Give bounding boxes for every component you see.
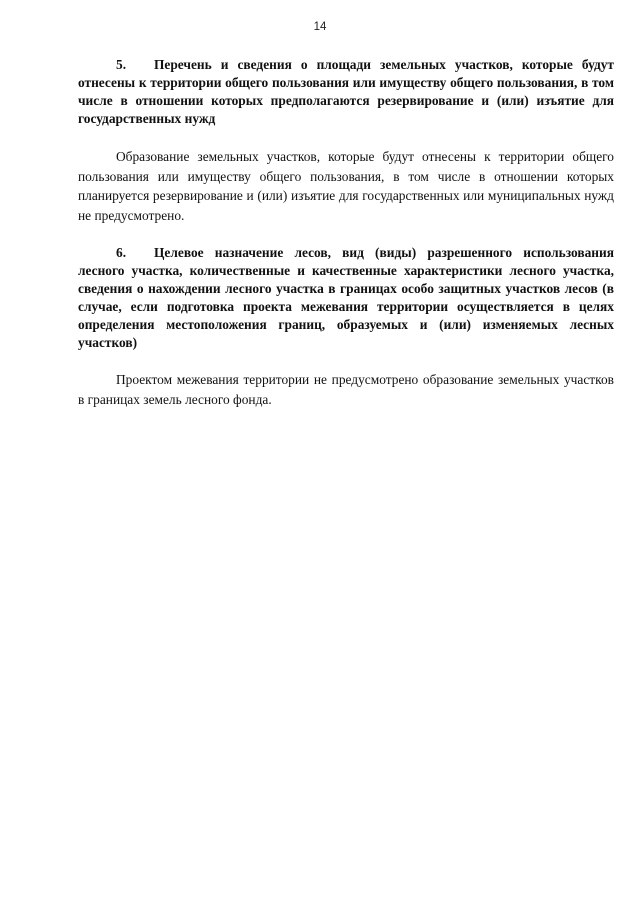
section-6-heading-text: Целевое назначение лесов, вид (виды) разрешенного использования лесного участка, количественные и качественные характеристики лесного участка, сведения о нахождении лесного участка в границах особо защитных участков лесов (в случае, если подготовка проекта межевания территории осуществляется в целях определения местоположения границ, образуемых и (или) изменяемых лесных участков) bbox=[78, 245, 614, 350]
section-5-heading-text: Перечень и сведения о площади земельных участков, которые будут отнесены к территории общего пользования или имуществу общего пользования, в том числе в отношении которых предполагаются резервирование и (или) изъятие для государственных нужд bbox=[78, 57, 614, 126]
section-6-heading bbox=[78, 244, 614, 352]
page-content bbox=[78, 56, 614, 409]
section-5-heading bbox=[78, 56, 614, 128]
page-number: 14 bbox=[313, 21, 327, 33]
section-6-number: 6. bbox=[116, 245, 127, 260]
section-5-paragraph: Образование земельных участков, которые будут отнесены к территории общего пользования или имуществу общего пользования, в том числе в отношении которых планируется резервирование и (или) изъятие для государственных или муниципальных нужд не предусмотрено. bbox=[78, 149, 614, 223]
section-5-number: 5. bbox=[116, 57, 127, 72]
section-6-paragraph: Проектом межевания территории не предусмотрено образование земельных участков в границах земель лесного фонда. bbox=[78, 372, 614, 407]
